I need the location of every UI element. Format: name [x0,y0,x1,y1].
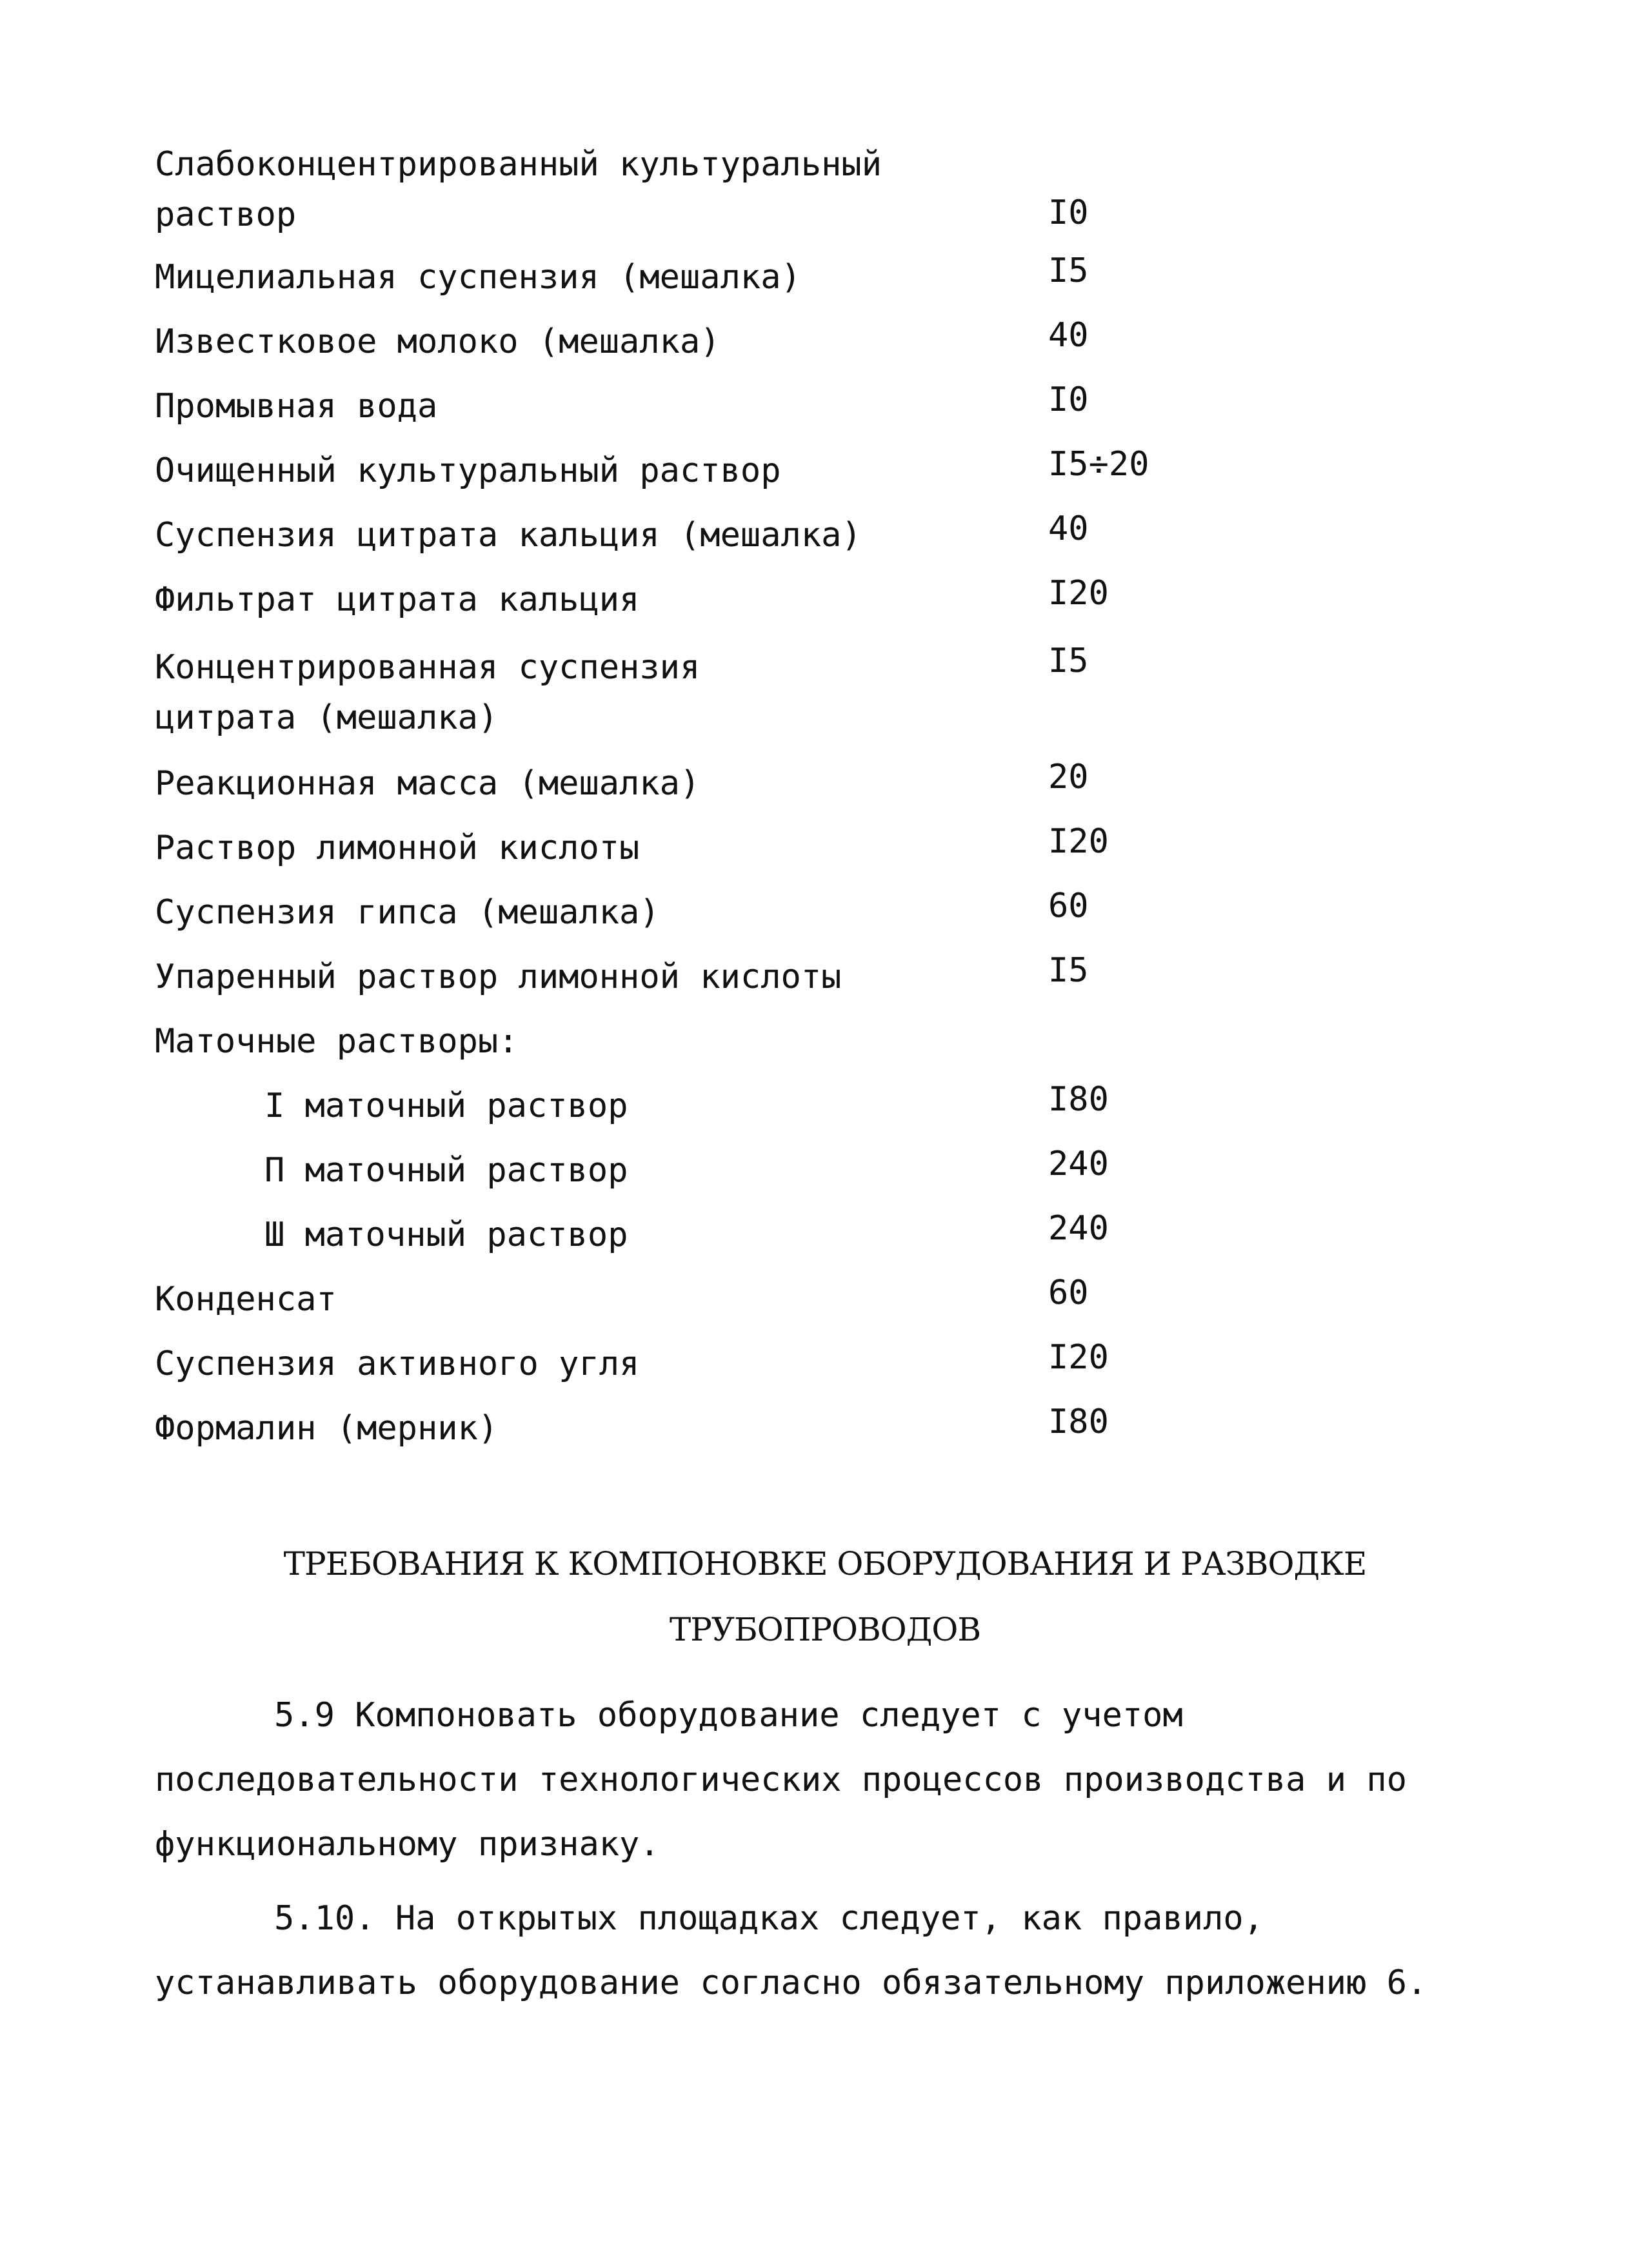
section-heading-line-1: ТРЕБОВАНИЯ К КОМПОНОВКЕ ОБОРУДОВАНИЯ И РАЗВОДКЕ [283,1545,1367,1583]
item-name: Суспензия цитрата кальция (мешалка) [155,516,862,555]
item-name: Суспензия гипса (мешалка) [155,893,660,932]
item-value: I0 [1048,380,1089,419]
item-name: Фильтрат цитрата кальция [155,580,640,619]
item-value: I80 [1048,1403,1109,1441]
item-name: Очищенный культуральный раствор [155,451,781,490]
item-value: I5 [1048,951,1089,990]
item-value: I20 [1048,574,1109,613]
item-value: 60 [1048,1274,1089,1312]
item-name: Концентрированная суспензия [155,648,701,687]
section-heading [0,1544,1650,1649]
item-value: I20 [1048,822,1109,861]
item-name-continuation: раствор [155,195,297,234]
item-value: 60 [1048,887,1089,925]
item-name: Слабоконцентрированный культуральный [155,145,882,184]
section-heading-line-2: ТРУБОПРОВОДОВ [669,1611,981,1648]
item-value: 240 [1048,1145,1109,1183]
item-value: I0 [1048,193,1089,232]
item-name: Формалин (мерник) [155,1409,499,1448]
item-value: I5÷20 [1048,445,1149,484]
item-name: Раствор лимонной кислоты [155,829,640,867]
item-name: Конденсат [155,1280,337,1319]
item-value: 40 [1048,509,1089,548]
item-value: 20 [1048,758,1089,796]
item-value: I5 [1048,642,1089,680]
item-name: Упаренный раствор лимонной кислоты [155,958,842,996]
item-value: I80 [1048,1080,1109,1119]
item-name: Промывная вода [155,387,438,426]
item-value: I20 [1048,1338,1109,1377]
item-value: 40 [1048,316,1089,355]
item-name: Ш маточный раствор [264,1216,628,1254]
item-value: 240 [1048,1209,1109,1248]
item-name: Мицелиальная суспензия (мешалка) [155,258,801,297]
item-name: Суспензия активного угля [155,1345,640,1383]
item-name: Маточные растворы: [155,1022,519,1061]
item-name: Известковое молоко (мешалка) [155,322,721,361]
item-name: I маточный раствор [264,1087,628,1125]
item-name: П маточный раствор [264,1151,628,1190]
paragraph-5-9: 5.9 Компоновать оборудование следует с учетом последовательности технологических процессов производства и по функциональному признаку. [155,1696,1407,1864]
paragraph-5-10: 5.10. На открытых площадках следует, как правило, устанавливать оборудование согласно обязательному приложению 6. [155,1899,1427,2002]
item-value: I5 [1048,251,1089,290]
item-name-continuation: цитрата (мешалка) [155,698,499,737]
item-name: Реакционная масса (мешалка) [155,764,701,803]
